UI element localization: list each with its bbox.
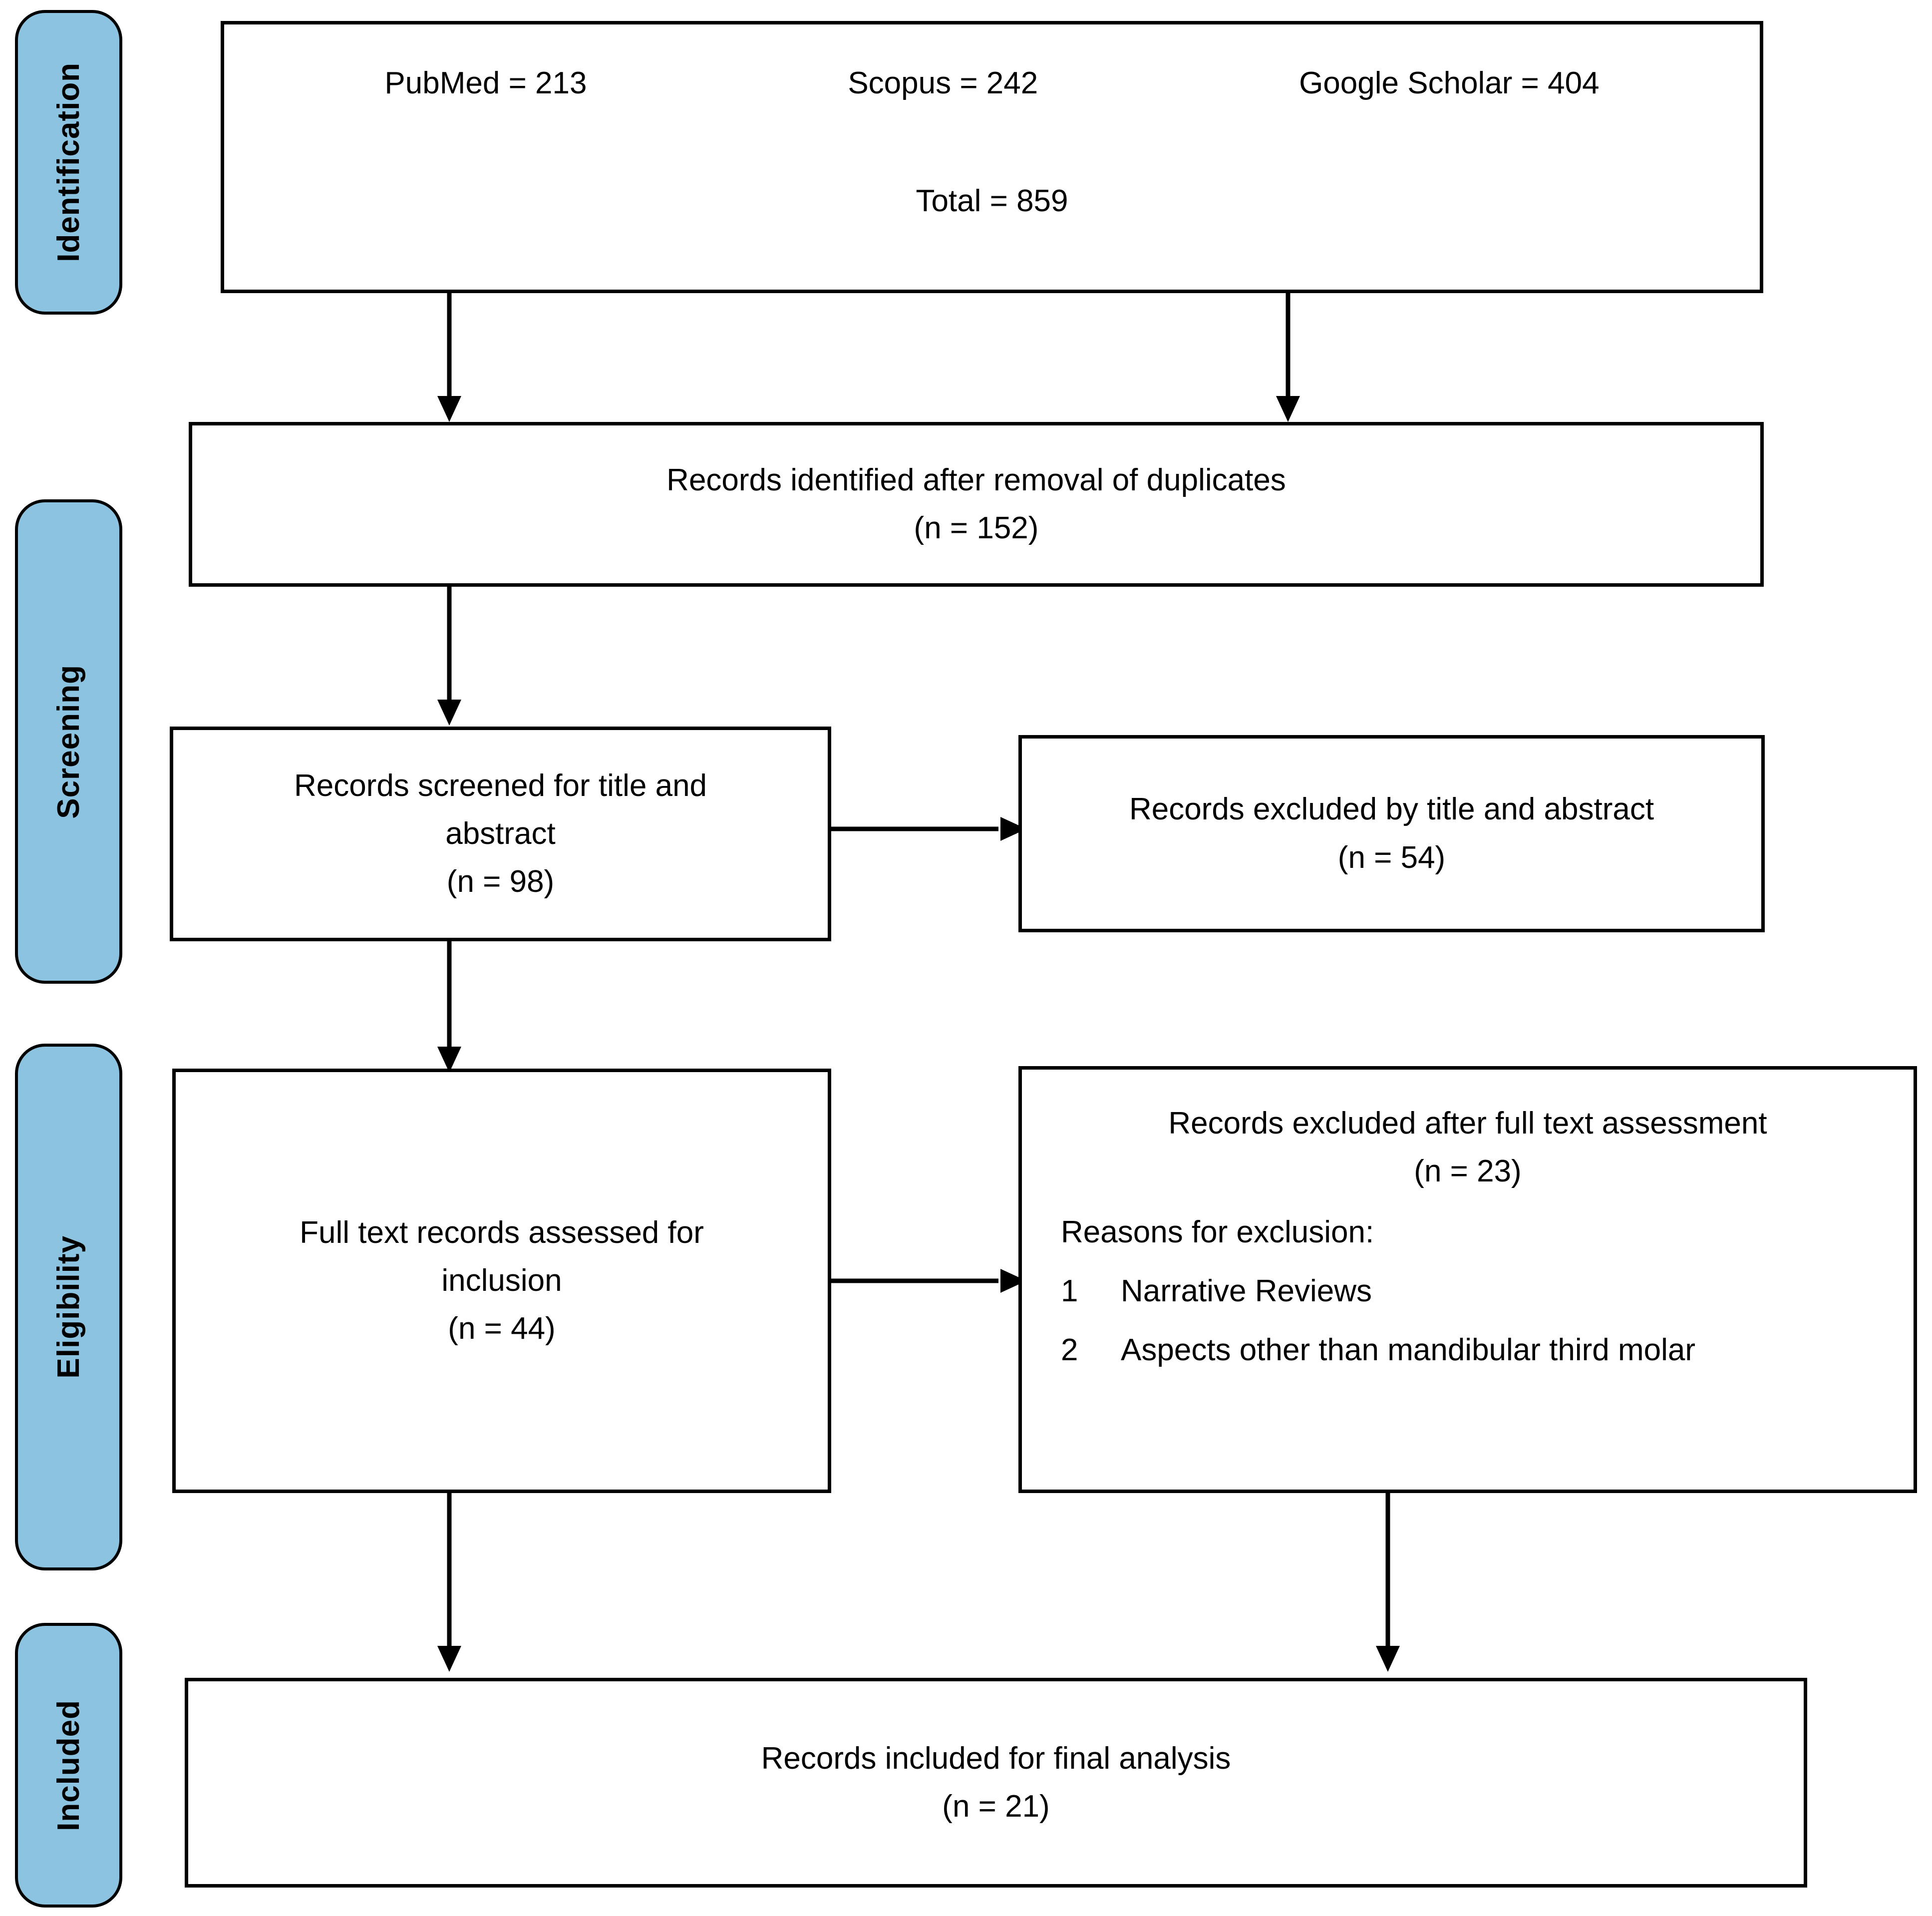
fulltext-line-3: (n = 44) xyxy=(448,1311,556,1346)
source-google-scholar: Google Scholar = 404 xyxy=(1299,66,1600,100)
fulltext-line-2: inclusion xyxy=(441,1263,562,1298)
box-records-excluded-title-abstract xyxy=(1018,735,1765,932)
arrow-fulltext-to-included xyxy=(429,1493,469,1673)
exclusion-reason-2 xyxy=(1022,1326,1914,1374)
stage-label-eligibility xyxy=(15,1044,122,1570)
exclusion-reason-2-text: Aspects other than mandibular third molar xyxy=(1121,1333,1696,1368)
arrow-fulltext-to-excluded xyxy=(829,1261,1028,1301)
arrow-duplicates-to-screened xyxy=(429,587,469,727)
arrow-screened-to-fulltext xyxy=(429,941,469,1074)
duplicates-line-2: (n = 152) xyxy=(914,511,1039,545)
exclusion-reason-1-text: Narrative Reviews xyxy=(1121,1274,1372,1309)
box-records-included xyxy=(185,1678,1807,1888)
arrow-identification-to-duplicates-left xyxy=(429,293,469,423)
stage-label-identification xyxy=(15,10,122,315)
box-records-identified xyxy=(221,21,1763,293)
duplicates-line-1: Records identified after removal of duplicates xyxy=(666,462,1286,497)
box-records-after-duplicates xyxy=(189,422,1764,587)
exclusion-reason-1-number: 1 xyxy=(1061,1274,1078,1309)
screened-line-3: (n = 98) xyxy=(446,864,555,899)
arrow-identification-to-duplicates-right xyxy=(1268,293,1308,423)
arrow-screened-to-excluded xyxy=(829,809,1028,849)
included-line-1: Records included for final analysis xyxy=(761,1741,1231,1776)
source-scopus: Scopus = 242 xyxy=(848,66,1038,100)
excluded-fulltext-reasons-title: Reasons for exclusion: xyxy=(1061,1215,1374,1250)
box-fulltext-assessed xyxy=(172,1069,831,1493)
screened-line-1: Records screened for title and xyxy=(294,768,707,803)
stage-label-eligibility-text: Eligibility xyxy=(51,1235,86,1379)
excluded-fulltext-line-2: (n = 23) xyxy=(1414,1154,1522,1189)
stage-label-included-text: Included xyxy=(51,1699,86,1831)
fulltext-line-1: Full text records assessed for xyxy=(300,1215,704,1250)
stage-label-identification-text: Identification xyxy=(51,62,86,262)
exclusion-reason-1 xyxy=(1022,1267,1914,1315)
stage-label-included xyxy=(15,1623,122,1908)
identification-total: Total = 859 xyxy=(916,184,1068,219)
identification-sources-row xyxy=(224,59,1760,107)
exclusion-reason-2-number: 2 xyxy=(1061,1333,1078,1368)
screened-line-2: abstract xyxy=(445,816,556,851)
included-line-2: (n = 21) xyxy=(942,1789,1050,1824)
box-excluded-after-fulltext xyxy=(1018,1066,1917,1493)
excluded-title-line-2: (n = 54) xyxy=(1337,840,1446,875)
arrow-excluded-to-included xyxy=(1368,1493,1408,1673)
stage-label-screening-text: Screening xyxy=(51,664,86,819)
source-pubmed: PubMed = 213 xyxy=(384,66,587,100)
stage-label-screening xyxy=(15,499,122,984)
excluded-fulltext-line-1: Records excluded after full text assessment xyxy=(1168,1106,1767,1141)
excluded-title-line-1: Records excluded by title and abstract xyxy=(1129,792,1654,827)
box-records-screened xyxy=(170,727,831,941)
